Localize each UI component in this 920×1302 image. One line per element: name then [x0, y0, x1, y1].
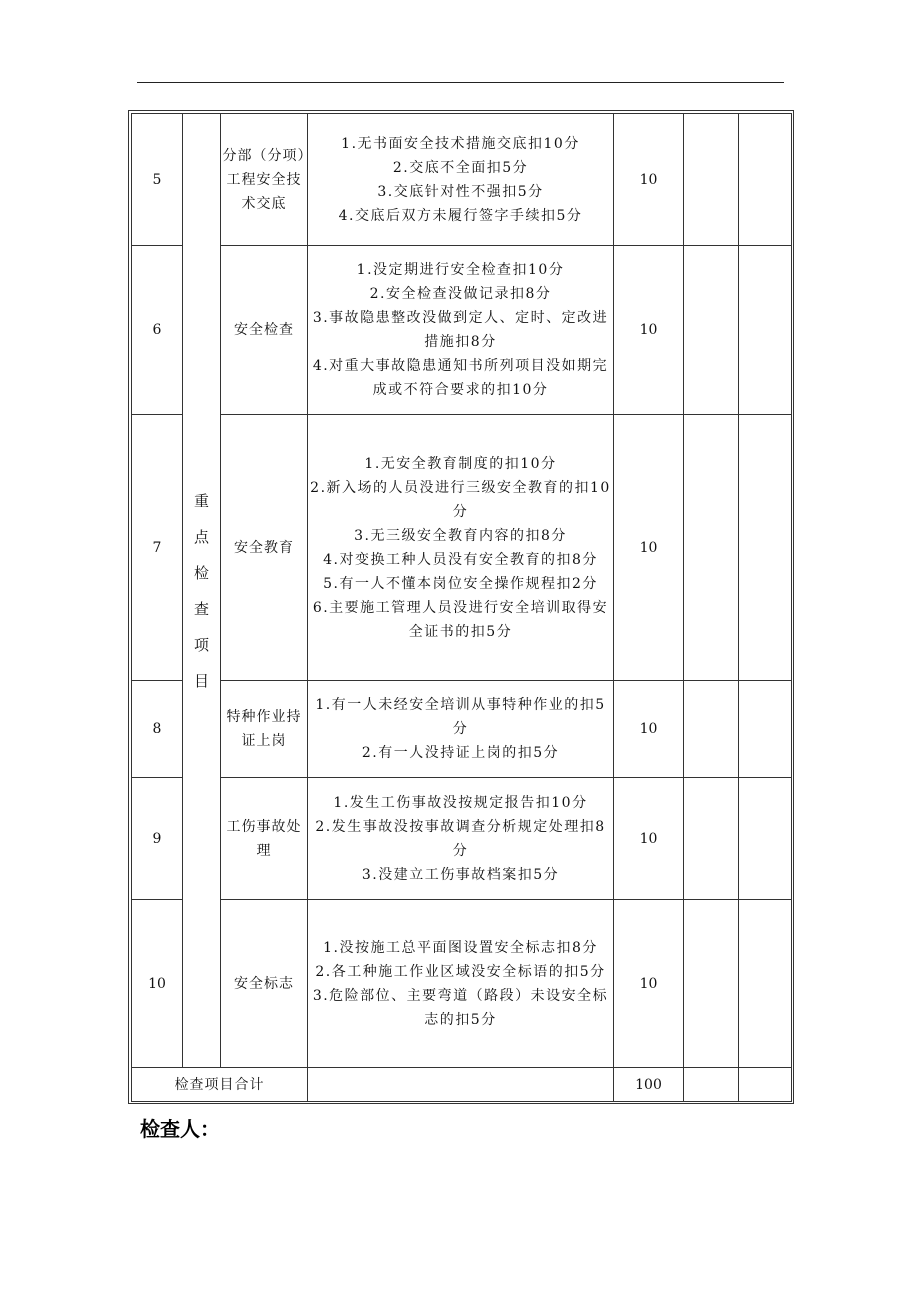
criteria-cell — [308, 246, 614, 415]
group-label-char: 重 — [193, 491, 209, 510]
table-row — [132, 246, 792, 415]
item-name: 安全教育 — [221, 415, 308, 681]
group-label-char: 检 — [193, 563, 209, 582]
criteria-line: 4.交底后双方未履行签字手续扣5分 — [338, 207, 583, 224]
group-label-char: 项 — [193, 635, 209, 654]
table-row — [132, 415, 792, 681]
criteria-line: 2.新入场的人员没进行三级安全教育的扣10分 — [310, 479, 611, 520]
criteria-line: 1.无安全教育制度的扣10分 — [364, 455, 557, 472]
criteria-line: 2.各工种施工作业区域没安全标语的扣5分 — [315, 963, 606, 980]
total-criteria-cell — [308, 1068, 614, 1102]
criteria-line: 1.没定期进行安全检查扣10分 — [356, 262, 565, 278]
total-row — [132, 1068, 792, 1102]
item-name: 安全标志 — [221, 900, 308, 1068]
total-score: 100 — [614, 1068, 684, 1102]
criteria-line: 2.发生事故没按事故调查分析规定处理扣8分 — [315, 818, 606, 859]
actual-score-cell — [739, 246, 792, 415]
row-number: 9 — [132, 778, 183, 900]
criteria-cell — [308, 114, 614, 246]
score-cell: 10 — [614, 114, 684, 246]
actual-score-cell — [739, 681, 792, 778]
deduction-cell — [684, 246, 739, 415]
inspection-table-frame — [128, 110, 794, 1104]
deduction-cell — [684, 778, 739, 900]
table-row — [132, 778, 792, 900]
group-cell — [183, 114, 221, 1068]
deduction-cell — [684, 114, 739, 246]
item-name: 特种作业持证上岗 — [221, 681, 308, 778]
item-name: 安全检查 — [221, 246, 308, 415]
criteria-line: 2.交底不全面扣5分 — [392, 159, 529, 176]
row-number: 10 — [132, 900, 183, 1068]
total-label: 检查项目合计 — [132, 1068, 308, 1102]
criteria-line: 3.没建立工伤事故档案扣5分 — [361, 866, 560, 883]
criteria-line: 3.事故隐患整改没做到定人、定时、定改进措施扣8分 — [312, 310, 609, 350]
total-actual-cell — [739, 1068, 792, 1102]
inspection-table — [131, 113, 792, 1102]
deduction-cell — [684, 681, 739, 778]
criteria-line: 1.没按施工总平面图设置安全标志扣8分 — [323, 939, 598, 956]
group-label-char: 目 — [193, 671, 209, 690]
score-cell: 10 — [614, 900, 684, 1068]
item-name: 分部（分项）工程安全技术交底 — [221, 114, 308, 246]
criteria-line: 2.有一人没持证上岗的扣5分 — [361, 745, 560, 761]
deduction-cell — [684, 900, 739, 1068]
criteria-cell — [308, 415, 614, 681]
row-number: 8 — [132, 681, 183, 778]
criteria-line: 1.无书面安全技术措施交底扣10分 — [341, 135, 580, 152]
inspector-label: 检查人： — [140, 1117, 220, 1141]
criteria-line: 3.危险部位、主要弯道（路段）未设安全标志的扣5分 — [312, 987, 609, 1028]
row-number: 7 — [132, 415, 183, 681]
deduction-cell — [684, 415, 739, 681]
score-cell: 10 — [614, 246, 684, 415]
group-label-char: 查 — [193, 599, 209, 618]
criteria-cell — [308, 681, 614, 778]
actual-score-cell — [739, 114, 792, 246]
criteria-cell — [308, 778, 614, 900]
criteria-cell — [308, 900, 614, 1068]
row-number: 6 — [132, 246, 183, 415]
criteria-line: 1.有一人未经安全培训从事特种作业的扣5分 — [315, 697, 606, 737]
score-cell: 10 — [614, 778, 684, 900]
row-number: 5 — [132, 114, 183, 246]
inspection-table-body — [132, 114, 792, 1102]
actual-score-cell — [739, 900, 792, 1068]
actual-score-cell — [739, 778, 792, 900]
criteria-line: 3.交底针对性不强扣5分 — [377, 183, 544, 200]
table-row — [132, 900, 792, 1068]
criteria-line: 4.对重大事故隐患通知书所列项目没如期完成或不符合要求的扣10分 — [312, 358, 609, 398]
criteria-line: 4.对变换工种人员没有安全教育的扣8分 — [323, 551, 598, 568]
table-row — [132, 114, 792, 246]
score-cell: 10 — [614, 681, 684, 778]
criteria-line: 6.主要施工管理人员没进行安全培训取得安全证书的扣5分 — [312, 599, 609, 640]
criteria-line: 2.安全检查没做记录扣8分 — [369, 286, 552, 302]
total-deduction-cell — [684, 1068, 739, 1102]
criteria-line: 3.无三级安全教育内容的扣8分 — [354, 527, 567, 544]
item-name: 工伤事故处理 — [221, 778, 308, 900]
criteria-line: 1.发生工伤事故没按规定报告扣10分 — [333, 794, 588, 811]
header-rule — [137, 82, 784, 83]
table-row — [132, 681, 792, 778]
actual-score-cell — [739, 415, 792, 681]
score-cell: 10 — [614, 415, 684, 681]
criteria-line: 5.有一人不懂本岗位安全操作规程扣2分 — [323, 575, 598, 592]
group-label-char: 点 — [193, 527, 209, 546]
group-label — [194, 489, 210, 693]
